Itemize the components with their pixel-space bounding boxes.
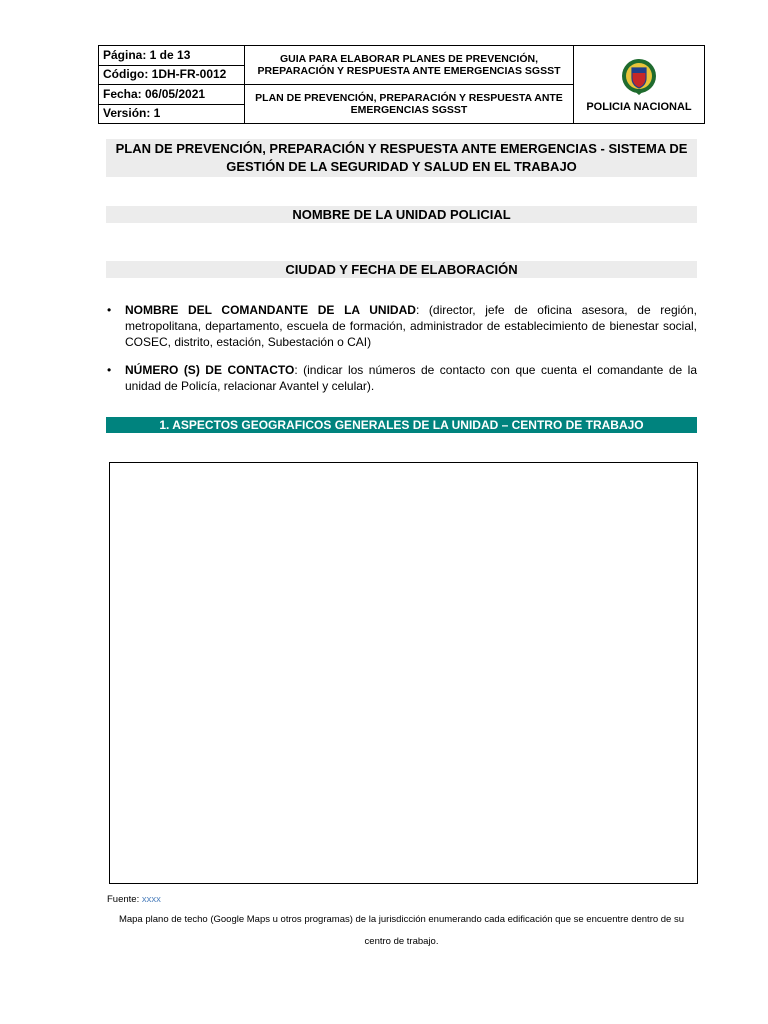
commander-info-list [106,302,697,406]
source-label: Fuente: [107,894,142,905]
list-item [106,362,697,394]
document-header [98,45,705,124]
page-number: Página: 1 de 13 [99,46,245,66]
plan-title: PLAN DE PREVENCIÓN, PREPARACIÓN Y RESPUESTA ANTE EMERGENCIAS SGSST [245,85,574,124]
institution-block [574,46,705,124]
guide-title: GUIA PARA ELABORAR PLANES DE PREVENCIÓN, PREPARACIÓN Y RESPUESTA ANTE EMERGENCIAS SGSST [245,46,574,85]
map-placeholder-box [109,462,698,884]
source-link[interactable]: xxxx [141,894,161,905]
document-date: Fecha: 06/05/2021 [99,85,245,105]
institution-name: POLICIA NACIONAL [586,100,692,113]
city-date-heading: CIUDAD Y FECHA DE ELABORACIÓN [106,261,697,278]
bullet-label: NOMBRE DEL COMANDANTE DE LA UNIDAD [125,303,416,317]
unit-name-heading: NOMBRE DE LA UNIDAD POLICIAL [106,206,697,223]
list-item [106,302,697,350]
document-code: Código: 1DH-FR-0012 [99,65,245,85]
map-caption: Mapa plano de techo (Google Maps u otros programas) de la jurisdicción enumerando cada edificación que se encuentre dentro de su centro de trabajo. [118,914,685,947]
bullet-icon: • [107,363,112,377]
document-version: Versión: 1 [99,104,245,124]
bullet-text: : (indicar los números de contacto con que cuenta el comandante de la unidad de Policía, relacionar Avantel y celular). [125,363,697,393]
bullet-icon: • [107,303,112,317]
bullet-label: NÚMERO (S) DE CONTACTO [125,363,295,377]
police-shield-logo-icon [620,57,658,97]
source-line [107,894,161,905]
bullet-text: : (director, jefe de oficina asesora, de región, metropolitana, departamento, escuela de formación, administrador de establecimiento de bienestar social, COSEC, distrito, estación, Subestación o CAI) [125,303,697,349]
main-title: PLAN DE PREVENCIÓN, PREPARACIÓN Y RESPUESTA ANTE EMERGENCIAS - SISTEMA DE GESTIÓN DE LA SEGURIDAD Y SALUD EN EL TRABAJO [106,139,697,177]
section-1-heading: 1. ASPECTOS GEOGRAFICOS GENERALES DE LA UNIDAD – CENTRO DE TRABAJO [106,417,697,433]
